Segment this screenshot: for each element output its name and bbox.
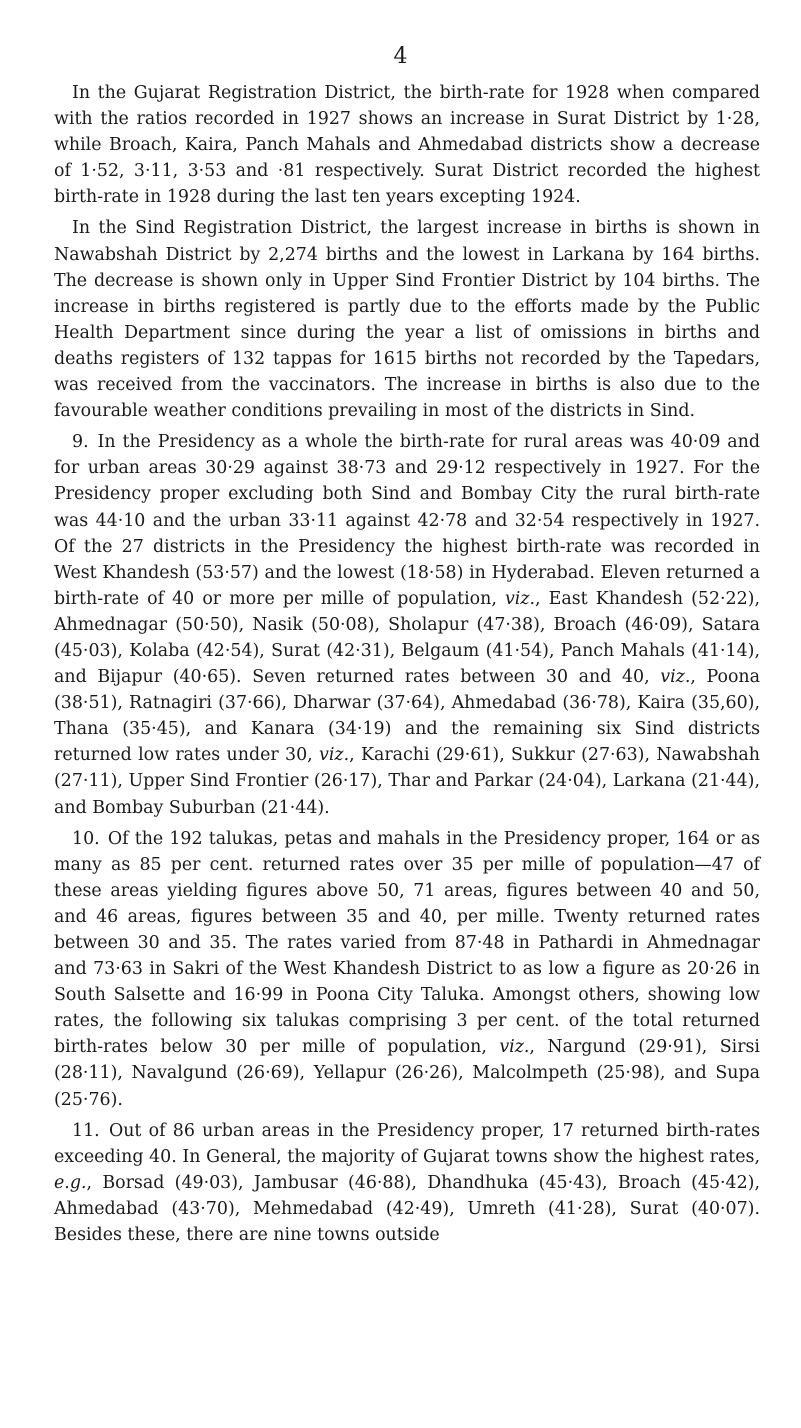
paragraph-number: 10.	[72, 828, 100, 849]
paragraph-gujarat-birth-rate	[54, 80, 760, 210]
paragraph-number: 11.	[72, 1120, 100, 1141]
paragraph-11-urban-areas	[54, 1118, 760, 1248]
paragraph-number: 9.	[72, 432, 89, 453]
paragraph-text: In the Gujarat Registration District, the birth-rate for 1928 when compared with the ratios recorded in 1927 shows an increase in Surat District by 1·28, while Broach, Kaira, Panch Mahals and Ahmedabad districts show a decrease of 1·52, 3·11, 3·53 and ·81 respectively. Surat District recorded the highest birth-rate in 1928 during the last ten years excepting 1924.	[54, 83, 760, 208]
paragraph-text: Of the 192 talukas, petas and mahals in the Presidency proper, 164 or as many as 85 per cent. returned rates over 35 per mille of population—47 of these areas yielding figures above 50, 71 areas, figures between 40 and 50, and 46 areas, figures between 35 and 40, per mille. Twenty returned rates between 30 and 35. The rates varied from 87·48 in Pathardi in Ahmednagar and 73·63 in Sakri of the West Khandesh District to as low a figure as 20·26 in South Salsette and 16·99 in Poona City Taluka. Amongst others, showing low rates, the following six talukas comprising 3 per cent. of the total returned birth-rates below 30 per mille of population, viz., Nargund (29·91), Sirsi (28·11), Navalgund (26·69), Yellapur (26·26), Malcolmpeth (25·98), and Supa (25·76).	[54, 828, 760, 1110]
page-number: 4	[393, 44, 408, 69]
latin-abbreviation: viz.	[660, 667, 691, 688]
paragraph-sind-births	[54, 215, 760, 424]
paragraph-text: Out of 86 urban areas in the Presidency proper, 17 returned birth-rates exceeding 40. In General, the majority of Gujarat towns show the highest rates, e.g., Borsad (49·03), Jambusar (46·88), Dhandhuka (45·43), Broach (45·42), Ahmedabad (43·70), Mehmedabad (42·49), Umreth (41·28), Surat (40·07). Besides these, there are nine towns outside	[54, 1120, 760, 1246]
latin-abbreviation: viz.	[319, 745, 350, 766]
latin-abbreviation: e.g.	[54, 1172, 87, 1193]
paragraph-text: In the Presidency as a whole the birth-rate for rural areas was 40·09 and for urban areas 30·29 against 38·73 and 29·12 respectively in 1927. For the Presidency proper excluding both Sind and Bombay City the rural birth-rate was 44·10 and the urban 33·11 against 42·78 and 32·54 respectively in 1927. Of the 27 districts in the Presidency the highest birth-rate was recorded in West Khandesh (53·57) and the lowest (18·58) in Hyderabad. Eleven returned a birth-rate of 40 or more per mille of population, viz., East Khandesh (52·22), Ahmednagar (50·50), Nasik (50·08), Sholapur (47·38), Broach (46·09), Satara (45·03), Kolaba (42·54), Surat (42·31), Belgaum (41·54), Panch Mahals (41·14), and Bijapur (40·65). Seven returned rates between 30 and 40, viz., Poona (38·51), Ratnagiri (37·66), Dharwar (37·64), Ahmedabad (36·78), Kaira (35,60), Thana (35·45), and Kanara (34·19) and the remaining six Sind districts returned low rates under 30, viz., Karachi (29·61), Sukkur (27·63), Nawabshah (27·11), Upper Sind Frontier (26·17), Thar and Parkar (24·04), Larkana (21·44), and Bombay Suburban (21·44).	[54, 432, 761, 818]
latin-abbreviation: viz.	[504, 588, 536, 609]
paragraph-10-talukas	[54, 826, 760, 1113]
document-body	[54, 80, 760, 1248]
latin-abbreviation: viz.	[499, 1037, 530, 1058]
paragraph-text: In the Sind Registration District, the largest increase in births is shown in Nawabshah District by 2,274 births and the lowest in Larkana by 164 births. The decrease is shown only in Upper Sind Frontier District by 104 births. The increase in births registered is partly due to the efforts made by the Public Health Department since during the year a list of omissions in births and deaths registers of 132 tappas for 1615 births not recorded by the Tapedars, was received from the vaccinators. The increase in births is also due to the favourable weather conditions prevailing in most of the districts in Sind.	[54, 218, 760, 422]
paragraph-9-presidency-rates	[54, 429, 760, 820]
